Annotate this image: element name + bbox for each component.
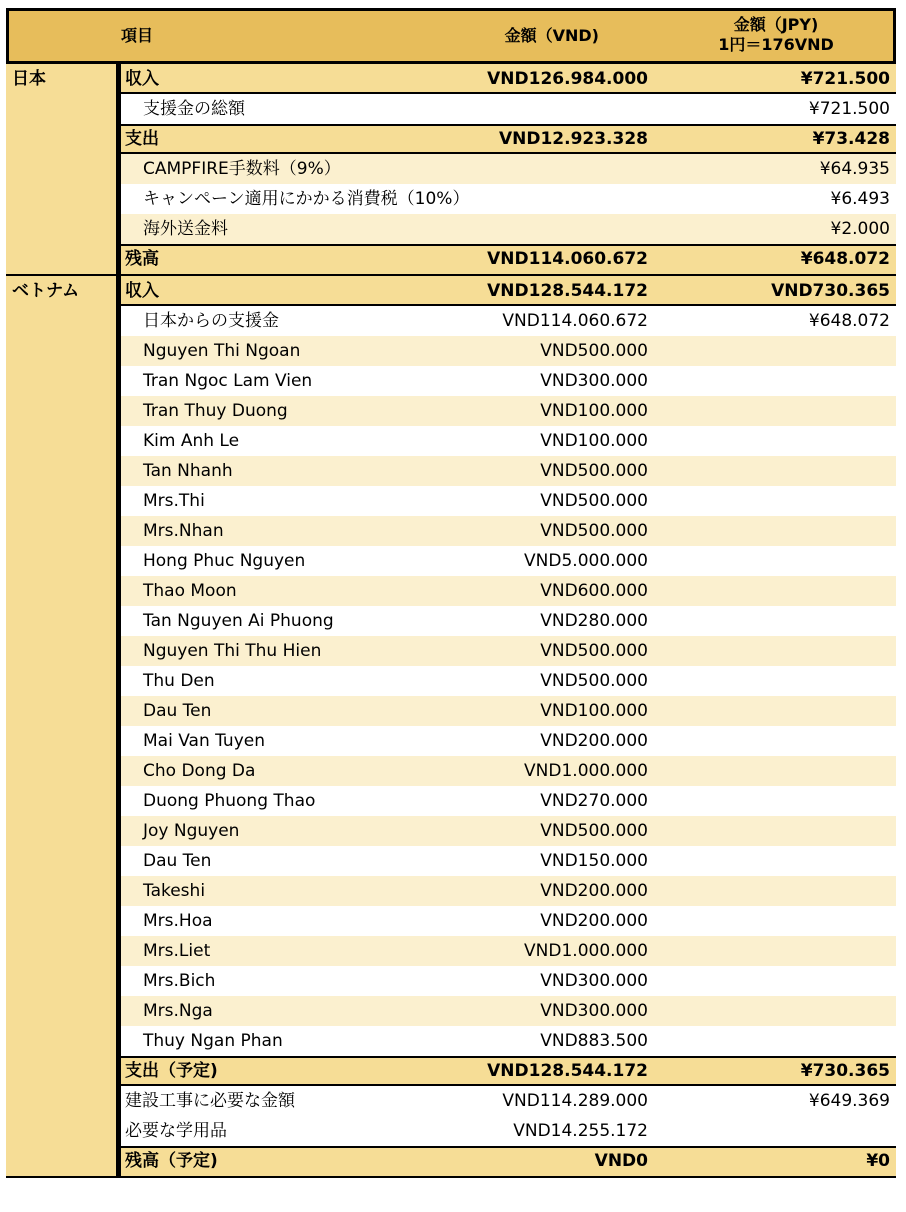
- vnd-amount: VND500.000: [540, 461, 648, 481]
- item-label: Nguyen Thi Ngoan: [143, 341, 301, 361]
- jpy-amount: [656, 516, 890, 546]
- vnd-amount: VND500.000: [540, 671, 648, 691]
- item-label: キャンペーン適用にかかる消費税（10%）: [143, 189, 470, 209]
- header-vnd: 金額（VND): [504, 26, 599, 45]
- table-row: [6, 696, 896, 726]
- item-label: Mrs.Nga: [143, 1001, 213, 1021]
- table-row: [6, 576, 896, 606]
- table-row: [6, 906, 896, 936]
- item-label: Tran Ngoc Lam Vien: [143, 371, 313, 391]
- table-row: [6, 1086, 896, 1116]
- vnd-amount: VND128.544.172: [487, 1061, 648, 1081]
- jpy-amount: [656, 786, 890, 816]
- table-row: [6, 426, 896, 456]
- vnd-amount: VND200.000: [540, 911, 648, 931]
- jpy-amount: ¥0: [866, 1151, 890, 1171]
- vnd-amount: VND114.060.672: [487, 249, 648, 269]
- jpy-amount: ¥721.500: [808, 99, 890, 119]
- jpy-amount: [656, 846, 890, 876]
- table-row: [6, 306, 896, 336]
- japan-region-divider: [116, 64, 121, 274]
- jpy-amount: [656, 1026, 890, 1056]
- vnd-amount: [416, 154, 648, 184]
- item-label: Mrs.Thi: [143, 491, 205, 511]
- vnd-amount: VND150.000: [540, 851, 648, 871]
- vnd-amount: VND100.000: [540, 701, 648, 721]
- jpy-amount: [656, 756, 890, 786]
- jpy-amount: ¥648.072: [800, 249, 890, 269]
- vnd-amount: [416, 94, 648, 124]
- jpy-amount: [656, 426, 890, 456]
- vnd-amount: VND300.000: [540, 1001, 648, 1021]
- vietnam-region-label: ベトナム: [12, 281, 80, 301]
- vnd-amount: VND114.289.000: [502, 1091, 648, 1111]
- vietnam-expense-row: [6, 1056, 896, 1086]
- item-label: Dau Ten: [143, 701, 212, 721]
- item-label: Tan Nhanh: [143, 461, 233, 481]
- vnd-amount: VND300.000: [540, 371, 648, 391]
- japan-section: [6, 64, 896, 274]
- section-label: 残高（予定): [125, 1151, 218, 1171]
- item-label: Tan Nguyen Ai Phuong: [143, 611, 334, 631]
- vnd-amount: VND270.000: [540, 791, 648, 811]
- item-label: Nguyen Thi Thu Hien: [143, 641, 322, 661]
- table-row: [6, 996, 896, 1026]
- item-label: Thao Moon: [143, 581, 237, 601]
- item-label: Thu Den: [143, 671, 215, 691]
- section-label: 残高: [125, 249, 159, 269]
- item-label: Hong Phuc Nguyen: [143, 551, 306, 571]
- item-label: 日本からの支援金: [143, 311, 279, 331]
- table-row: [6, 1026, 896, 1056]
- budget-table: [6, 8, 896, 1178]
- item-label: 必要な学用品: [125, 1121, 227, 1141]
- jpy-amount: [656, 486, 890, 516]
- jpy-amount: ¥73.428: [812, 129, 890, 149]
- table-row: [6, 1116, 896, 1146]
- japan-expense-row: [6, 124, 896, 154]
- vnd-amount: VND128.544.172: [487, 281, 648, 301]
- table-row: [6, 726, 896, 756]
- vnd-amount: VND14.255.172: [513, 1121, 648, 1141]
- jpy-amount: ¥649.369: [808, 1091, 890, 1111]
- jpy-amount: [656, 906, 890, 936]
- item-label: Mrs.Liet: [143, 941, 211, 961]
- item-label: Mai Van Tuyen: [143, 731, 265, 751]
- table-row: [6, 486, 896, 516]
- item-label: 建設工事に必要な金額: [125, 1091, 295, 1111]
- vnd-amount: VND500.000: [540, 521, 648, 541]
- vnd-amount: VND1.000.000: [524, 761, 648, 781]
- vnd-amount: VND500.000: [540, 641, 648, 661]
- vnd-amount: VND1.000.000: [524, 941, 648, 961]
- item-label: Joy Nguyen: [143, 821, 240, 841]
- jpy-amount: [656, 666, 890, 696]
- header-jpy-label: 金額（JPY): [733, 15, 819, 34]
- table-row: [6, 214, 896, 244]
- table-row: [6, 396, 896, 426]
- jpy-amount: [656, 546, 890, 576]
- vnd-amount: [416, 184, 648, 214]
- jpy-amount: ¥64.935: [819, 159, 890, 179]
- item-label: Mrs.Bich: [143, 971, 216, 991]
- table-row: [6, 154, 896, 184]
- jpy-amount: [656, 1116, 890, 1146]
- jpy-amount: ¥721.500: [800, 69, 890, 89]
- section-label: 収入: [125, 281, 159, 301]
- vnd-amount: VND126.984.000: [487, 69, 648, 89]
- jpy-amount: [656, 456, 890, 486]
- section-label: 支出（予定): [125, 1061, 218, 1081]
- section-label: 支出: [125, 129, 159, 149]
- table-row: [6, 786, 896, 816]
- jpy-amount: ¥6.493: [830, 189, 890, 209]
- jpy-amount: [656, 876, 890, 906]
- jpy-amount: [656, 396, 890, 426]
- vnd-amount: VND200.000: [540, 881, 648, 901]
- japan-income-row: [6, 64, 896, 94]
- vnd-amount: [416, 214, 648, 244]
- item-label: Thuy Ngan Phan: [143, 1031, 283, 1051]
- jpy-amount: [656, 936, 890, 966]
- item-label: Mrs.Nhan: [143, 521, 224, 541]
- item-label: Duong Phuong Thao: [143, 791, 316, 811]
- jpy-amount: [656, 816, 890, 846]
- vnd-amount: VND114.060.672: [502, 311, 648, 331]
- item-label: Tran Thuy Duong: [143, 401, 288, 421]
- table-row: [6, 876, 896, 906]
- japan-balance-row: [6, 244, 896, 274]
- header-jpy: [659, 15, 893, 55]
- jpy-amount: ¥648.072: [808, 311, 890, 331]
- vietnam-section: [6, 274, 896, 1176]
- jpy-amount: [656, 636, 890, 666]
- vietnam-income-row: [6, 276, 896, 306]
- jpy-amount: [656, 996, 890, 1026]
- table-row: [6, 936, 896, 966]
- jpy-amount: [656, 336, 890, 366]
- vnd-amount: VND200.000: [540, 731, 648, 751]
- item-label: Cho Dong Da: [143, 761, 256, 781]
- item-label: Kim Anh Le: [143, 431, 240, 451]
- jpy-amount: [656, 696, 890, 726]
- vnd-amount: VND883.500: [540, 1031, 648, 1051]
- vietnam-region-divider: [116, 276, 121, 1176]
- item-label: Mrs.Hoa: [143, 911, 213, 931]
- vnd-amount: VND100.000: [540, 431, 648, 451]
- vnd-amount: VND600.000: [540, 581, 648, 601]
- vnd-amount: VND300.000: [540, 971, 648, 991]
- japan-region-label: 日本: [12, 69, 46, 89]
- vnd-amount: VND100.000: [540, 401, 648, 421]
- vnd-amount: VND12.923.328: [498, 129, 648, 149]
- vnd-amount: VND5.000.000: [524, 551, 648, 571]
- vnd-amount: VND500.000: [540, 341, 648, 361]
- item-label: 支援金の総額: [143, 99, 245, 119]
- table-row: [6, 336, 896, 366]
- table-row: [6, 546, 896, 576]
- jpy-amount: [656, 366, 890, 396]
- table-row: [6, 666, 896, 696]
- item-label: CAMPFIRE手数料（9%）: [143, 159, 341, 179]
- table-row: [6, 516, 896, 546]
- jpy-amount: VND730.365: [771, 281, 890, 301]
- table-header: [6, 8, 896, 64]
- vnd-amount: VND500.000: [540, 821, 648, 841]
- table-row: [6, 94, 896, 124]
- table-row: [6, 636, 896, 666]
- table-bottom-border: [6, 1176, 896, 1178]
- vnd-amount: VND500.000: [540, 491, 648, 511]
- table-row: [6, 366, 896, 396]
- table-row: [6, 456, 896, 486]
- header-item: 項目: [121, 26, 154, 45]
- table-row: [6, 606, 896, 636]
- vnd-amount: VND280.000: [540, 611, 648, 631]
- item-label: 海外送金料: [143, 219, 228, 239]
- table-row: [6, 816, 896, 846]
- table-row: [6, 184, 896, 214]
- section-label: 収入: [125, 69, 159, 89]
- jpy-amount: [656, 966, 890, 996]
- item-label: Takeshi: [143, 881, 206, 901]
- table-row: [6, 966, 896, 996]
- vietnam-balance-row: [6, 1146, 896, 1176]
- jpy-amount: [656, 606, 890, 636]
- table-row: [6, 846, 896, 876]
- jpy-amount: ¥2.000: [830, 219, 890, 239]
- jpy-amount: ¥730.365: [800, 1061, 890, 1081]
- jpy-amount: [656, 576, 890, 606]
- item-label: Dau Ten: [143, 851, 212, 871]
- table-row: [6, 756, 896, 786]
- header-jpy-rate: 1円＝176VND: [718, 35, 834, 54]
- jpy-amount: [656, 726, 890, 756]
- vnd-amount: VND0: [594, 1151, 648, 1171]
